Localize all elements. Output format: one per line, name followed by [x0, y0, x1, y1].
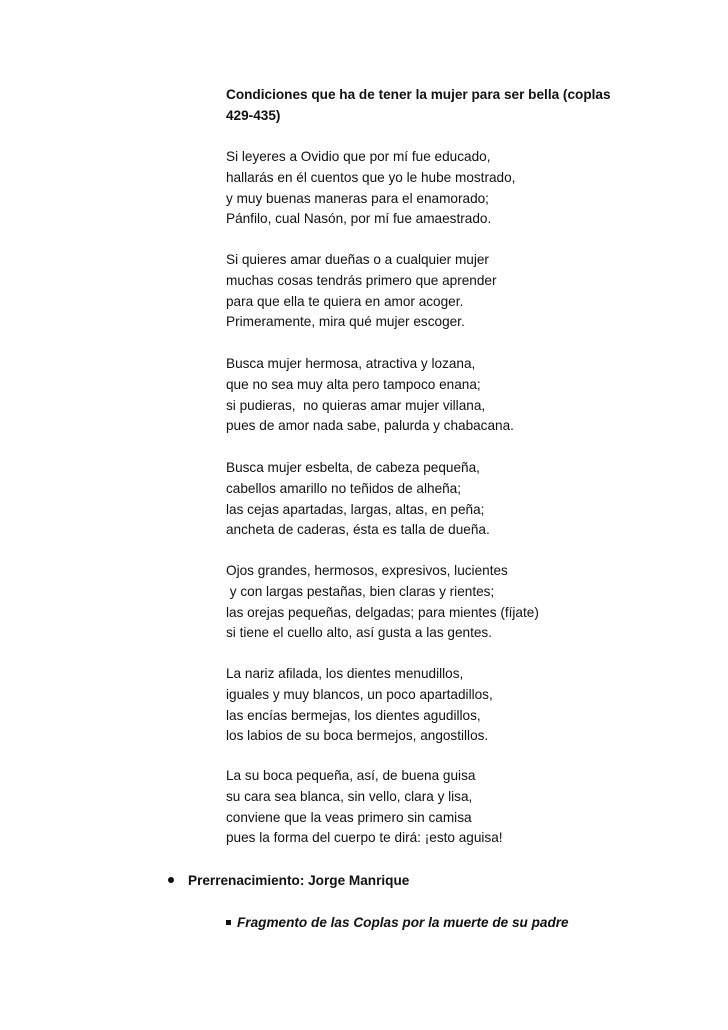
verse-line: y con largas pestañas, bien claras y rientes;	[226, 583, 495, 599]
verse-line: muchas cosas tendrás primero que aprender	[226, 272, 497, 288]
verse-line: La su boca pequeña, así, de buena guisa	[226, 768, 476, 783]
verse-line: La nariz afilada, los dientes menudillos,	[226, 666, 464, 681]
stanza-2	[226, 250, 646, 333]
verse-line: Pánfilo, cual Nasón, por mí fue amaestrado.	[226, 211, 492, 227]
verse-line: para que ella te quiera en amor acoger.	[226, 293, 464, 309]
verse-line: las cejas apartadas, largas, altas, en peña;	[226, 501, 485, 517]
verse-line: y muy buenas maneras para el enamorado;	[226, 190, 489, 206]
verse-line: pues de amor nada sabe, palurda y chabacana.	[226, 418, 514, 434]
stanza-3	[226, 354, 646, 437]
square-bullet-icon	[226, 920, 231, 925]
sub-bullet-text: Fragmento de las Coplas por la muerte de su padre	[237, 915, 569, 930]
verse-line: Ojos grandes, hermosos, expresivos, lucientes	[226, 563, 508, 578]
verse-line: hallarás en él cuentos que yo le hube mostrado,	[226, 169, 516, 185]
stanza-1	[226, 147, 646, 230]
bullet-text: Prerrenacimiento: Jorge Manrique	[188, 873, 410, 888]
verse-line: iguales y muy blancos, un poco apartadillos,	[226, 686, 493, 702]
verse-line: ancheta de caderas, ésta es talla de dueña.	[226, 522, 490, 538]
verse-line: que no sea muy alta pero tampoco enana;	[226, 376, 481, 392]
verse-line: si pudieras, no quieras amar mujer villana,	[226, 397, 486, 413]
verse-line: Si leyeres a Ovidio que por mí fue educado,	[226, 149, 491, 164]
verse-line: si tiene el cuello alto, así gusta a las gentes.	[226, 625, 492, 641]
verse-line: conviene que la veas primero sin camisa	[226, 809, 472, 825]
verse-line: su cara sea blanca, sin vello, clara y lisa,	[226, 788, 473, 804]
verse-line: las encías bermejas, los dientes agudillos,	[226, 707, 481, 723]
verse-line: Busca mujer hermosa, atractiva y lozana,	[226, 356, 476, 371]
stanza-4	[226, 458, 646, 541]
bullet-dot-icon	[168, 877, 174, 883]
verse-line: Busca mujer esbelta, de cabeza pequeña,	[226, 460, 480, 475]
verse-line: Primeramente, mira qué mujer escoger.	[226, 314, 465, 330]
verse-line: las orejas pequeñas, delgadas; para mientes (fíjate)	[226, 604, 539, 620]
stanza-6	[226, 664, 646, 747]
verse-line: los labios de su boca bermejos, angostillos.	[226, 728, 489, 744]
verse-line: cabellos amarillo no teñidos de alheña;	[226, 480, 462, 496]
verse-line: Si quieres amar dueñas o a cualquier mujer	[226, 252, 489, 267]
poem-heading: Condiciones que ha de tener la mujer para ser bella (coplas 429-435)	[226, 87, 611, 123]
stanza-7	[226, 766, 646, 849]
verse-line: pues la forma del cuerpo te dirá: ¡esto aguisa!	[226, 830, 503, 846]
sub-bullet-item	[226, 912, 569, 933]
bullet-item	[168, 870, 409, 891]
stanza-5	[226, 561, 646, 644]
